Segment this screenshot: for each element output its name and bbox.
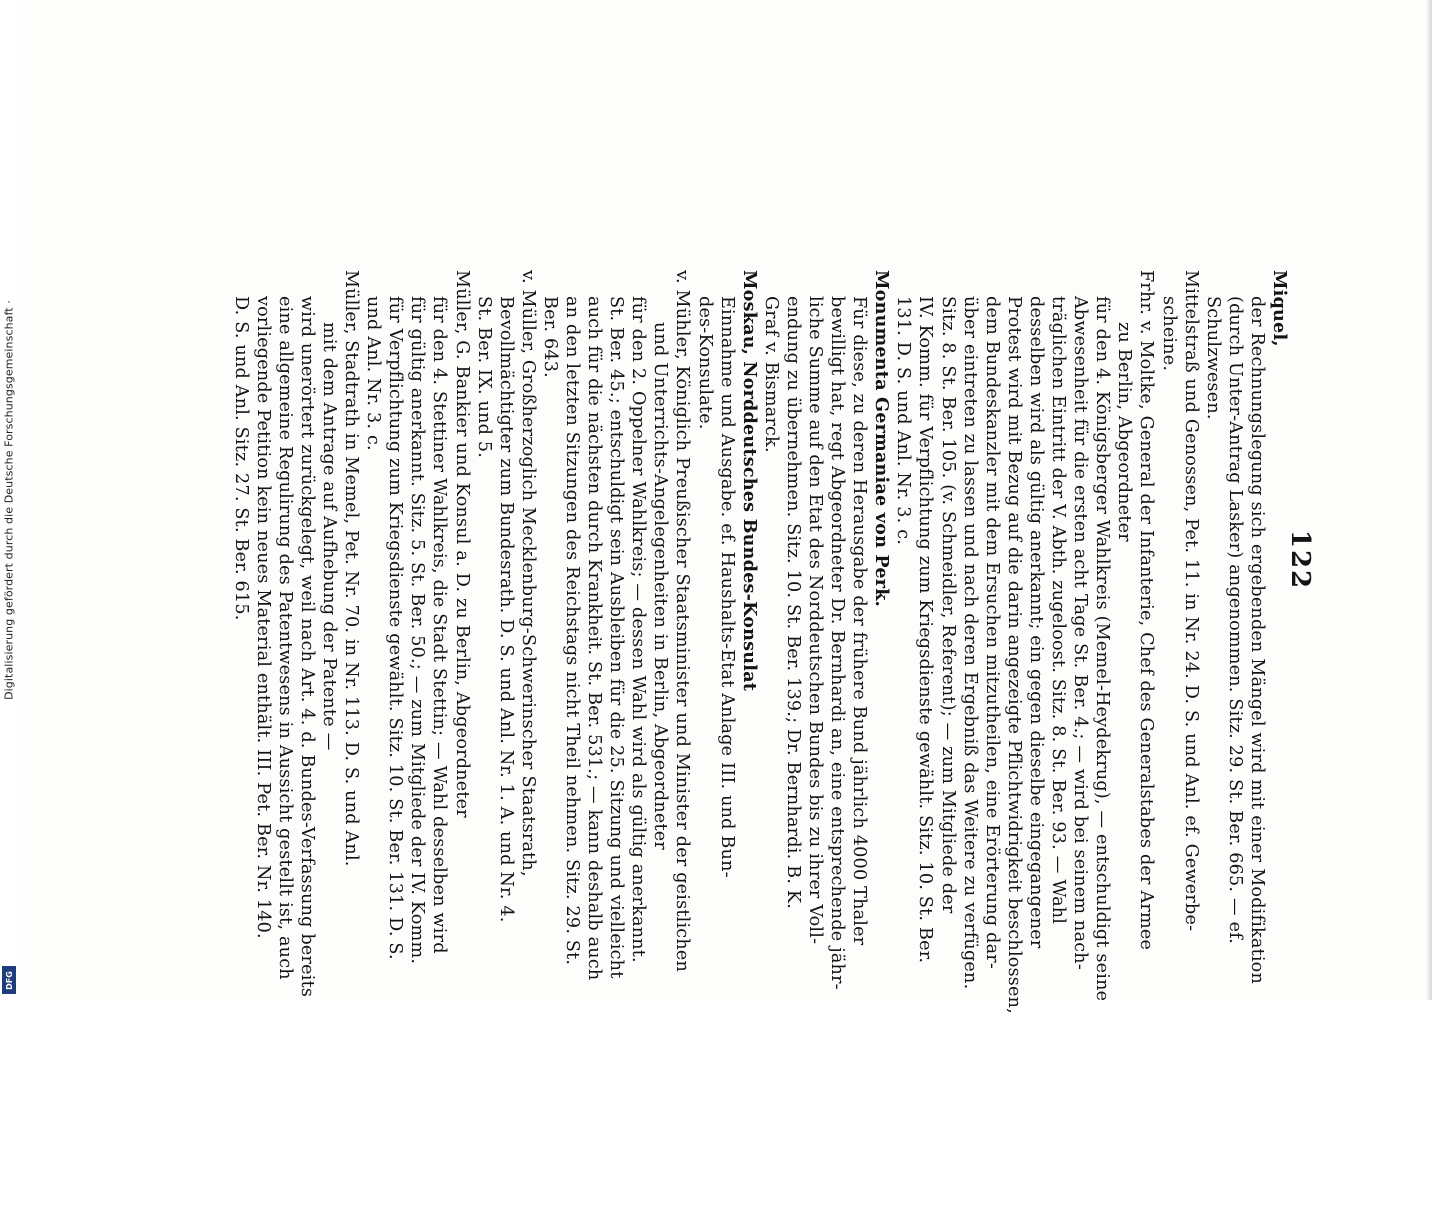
text-line: für den 4. Stettiner Wahlkreis, die Stadt Stettin; — Wahl desselben wird bbox=[429, 296, 450, 954]
text-line: Ber. 643. bbox=[539, 296, 560, 378]
text-line: Graf v. Bismarck. bbox=[760, 296, 781, 453]
text-line: Mittelstraß und Genossen, Pet. 11. in Nr. 24. D. S. und Anl. ef. Gewerbe- bbox=[1180, 270, 1201, 932]
text-line: für gültig anerkannt. Sitz. 5. St. Ber. 50.; — zum Mitgliede der IV. Komm. bbox=[407, 296, 428, 965]
text-line: und Anl. Nr. 3. c. bbox=[363, 296, 384, 451]
text-line: Schulzwesen. bbox=[1202, 296, 1223, 420]
text-line: wird unerörtert zurückgelegt, weil nach Art. 4. d. Bundes-Verfassung bereits bbox=[296, 296, 317, 998]
text-line: scheine. bbox=[1158, 296, 1179, 372]
dfg-logo bbox=[2, 966, 16, 994]
text-line: Einnahme und Ausgabe. ef. Haushalts-Etat Anlage III. und Bun- bbox=[716, 296, 737, 878]
text-line: an den letzten Sitzungen des Reichstags nicht Theil nehmen. Sitz. 29. St. bbox=[562, 296, 582, 966]
text-line: Moskau, Norddeutsches Bundes-Konsulat bbox=[738, 270, 760, 692]
text-line: endung zu übernehmen. Sitz. 10. St. Ber. 139.; Dr. Bernhardi. B. K. bbox=[782, 296, 803, 910]
text-line: vorliegende Petition kein neues Material enthält. III. Pet. Ber. Nr. 140. bbox=[252, 296, 273, 939]
text-line: über eintreten zu lassen und nach deren Ergebniß das Weitere zu verfügen. bbox=[959, 296, 980, 990]
text-line: zu Berlin, Abgeordneter bbox=[1114, 322, 1135, 542]
text-line: mit dem Antrage auf Aufhebung der Patente — bbox=[318, 322, 339, 751]
text-line: D. S. und Anl. Sitz. 27. St. Ber. 615. bbox=[230, 296, 251, 621]
text-line: 131. D. S. und Anl. Nr. 3. c. bbox=[893, 296, 914, 546]
index-text-block bbox=[160, 270, 1290, 1230]
text-line: der Rechnungslegung sich ergebenden Mängel wird mit einer Modifikation bbox=[1246, 296, 1267, 985]
text-line: Müller, G. Bankier und Konsul a. D. zu Berlin, Abgeordneter bbox=[451, 270, 472, 818]
digitization-credit: Digitalisierung gefördert durch die Deutsche Forschungsgemeinschaft · bbox=[2, 300, 16, 700]
text-line: für den 4. Königsberger Wahlkreis (Memel-Heydekrug), — entschuldigt seine bbox=[1092, 296, 1113, 1002]
text-line: Für diese, zu deren Herausgabe der frühere Bund jährlich 4000 Thaler bbox=[849, 296, 870, 946]
text-line: auch für die nächsten durch Krankheit. St. Ber. 531.; — kann deshalb auch bbox=[584, 296, 605, 981]
text-line: v. Mühler, Königlich Preußischer Staatsminister und Minister der geistlichen bbox=[672, 270, 693, 972]
text-line: Abwesenheit für die ersten acht Tage St. Ber. 4.; — wird bei seinem nach- bbox=[1070, 296, 1091, 970]
text-line: Monumenta Germaniae von Perk. bbox=[871, 270, 893, 607]
text-line: desselben wird als gültig anerkannt; ein gegen dieselbe eingegangener bbox=[1025, 296, 1046, 949]
page-number: 122 bbox=[1285, 529, 1316, 591]
text-line: dem Bundeskanzler mit dem Ersuchen mitzutheilen, eine Erörterung dar- bbox=[981, 296, 1002, 970]
text-line: und Unterrichts-Angelegenheiten in Berlin, Abgeordneter bbox=[650, 322, 671, 850]
text-line: liche Summe auf den Etat des Norddeutschen Bundes bis zu ihrer Voll- bbox=[805, 296, 826, 945]
text-line: Frhr. v. Moltke, General der Infanterie, Chef des Generalstabes der Armee bbox=[1136, 270, 1157, 951]
text-line: v. Müller, Großherzoglich Mecklenburg-Schwerinscher Staatsrath, bbox=[517, 270, 538, 877]
text-line: bewilligt hat, regt Abgeordneter Dr. Bernhardi an, eine entsprechende jähr- bbox=[827, 296, 848, 990]
text-line: St. Ber. IX. und 5. bbox=[473, 296, 494, 459]
text-line: St. Ber. 45.; entschuldigt sein Ausbleiben für die 25. Sitzung und vielleicht bbox=[606, 296, 627, 979]
text-line: Protest wird mit Bezug auf die darin angezeigte Pflichtwidrigkeit beschlossen, bbox=[1003, 296, 1024, 1014]
text-line: träglichen Eintritt der V. Abth. zugeloost. Sitz. 8. St. Ber. 93. — Wahl bbox=[1048, 296, 1069, 925]
text-line: Bevollmächtigter zum Bundesrath. D. S. und Anl. Nr. 1. A. und Nr. 4. bbox=[495, 296, 516, 923]
text-line: IV. Komm. für Verpflichtung zum Kriegsdienste gewählt. Sitz. 10. St. Ber. bbox=[915, 296, 936, 964]
dfg-logo-text: DFG bbox=[4, 970, 14, 990]
text-line: des-Konsulate. bbox=[694, 296, 715, 430]
text-line: für den 2. Oppelner Wahlkreis; — dessen Wahl wird als gültig anerkannt. bbox=[628, 296, 649, 963]
text-line: Miquel, bbox=[1269, 270, 1290, 347]
text-line: Sitz. 8. St. Ber. 105. (v. Schmeidler, Referent); — zum Mitgliede der bbox=[937, 296, 958, 914]
text-line: eine allgemeine Regulirung des Patentwesens in Aussicht gestellt ist, auch bbox=[274, 296, 295, 980]
text-line: (durch Unter-Antrag Lasker) angenommen. Sitz. 29. St. Ber. 665. — ef. bbox=[1224, 296, 1245, 945]
text-line: für Verpflichtung zum Kriegsdienste gewählt. Sitz. 10. St. Ber. 131. D. S. bbox=[385, 296, 406, 960]
footer-strip bbox=[0, 0, 18, 1000]
page-edge-shadow bbox=[1426, 0, 1432, 1000]
text-line: Müller, Stadtrath in Memel, Pet. Nr. 70. in Nr. 113. D. S. und Anl. bbox=[341, 270, 362, 867]
